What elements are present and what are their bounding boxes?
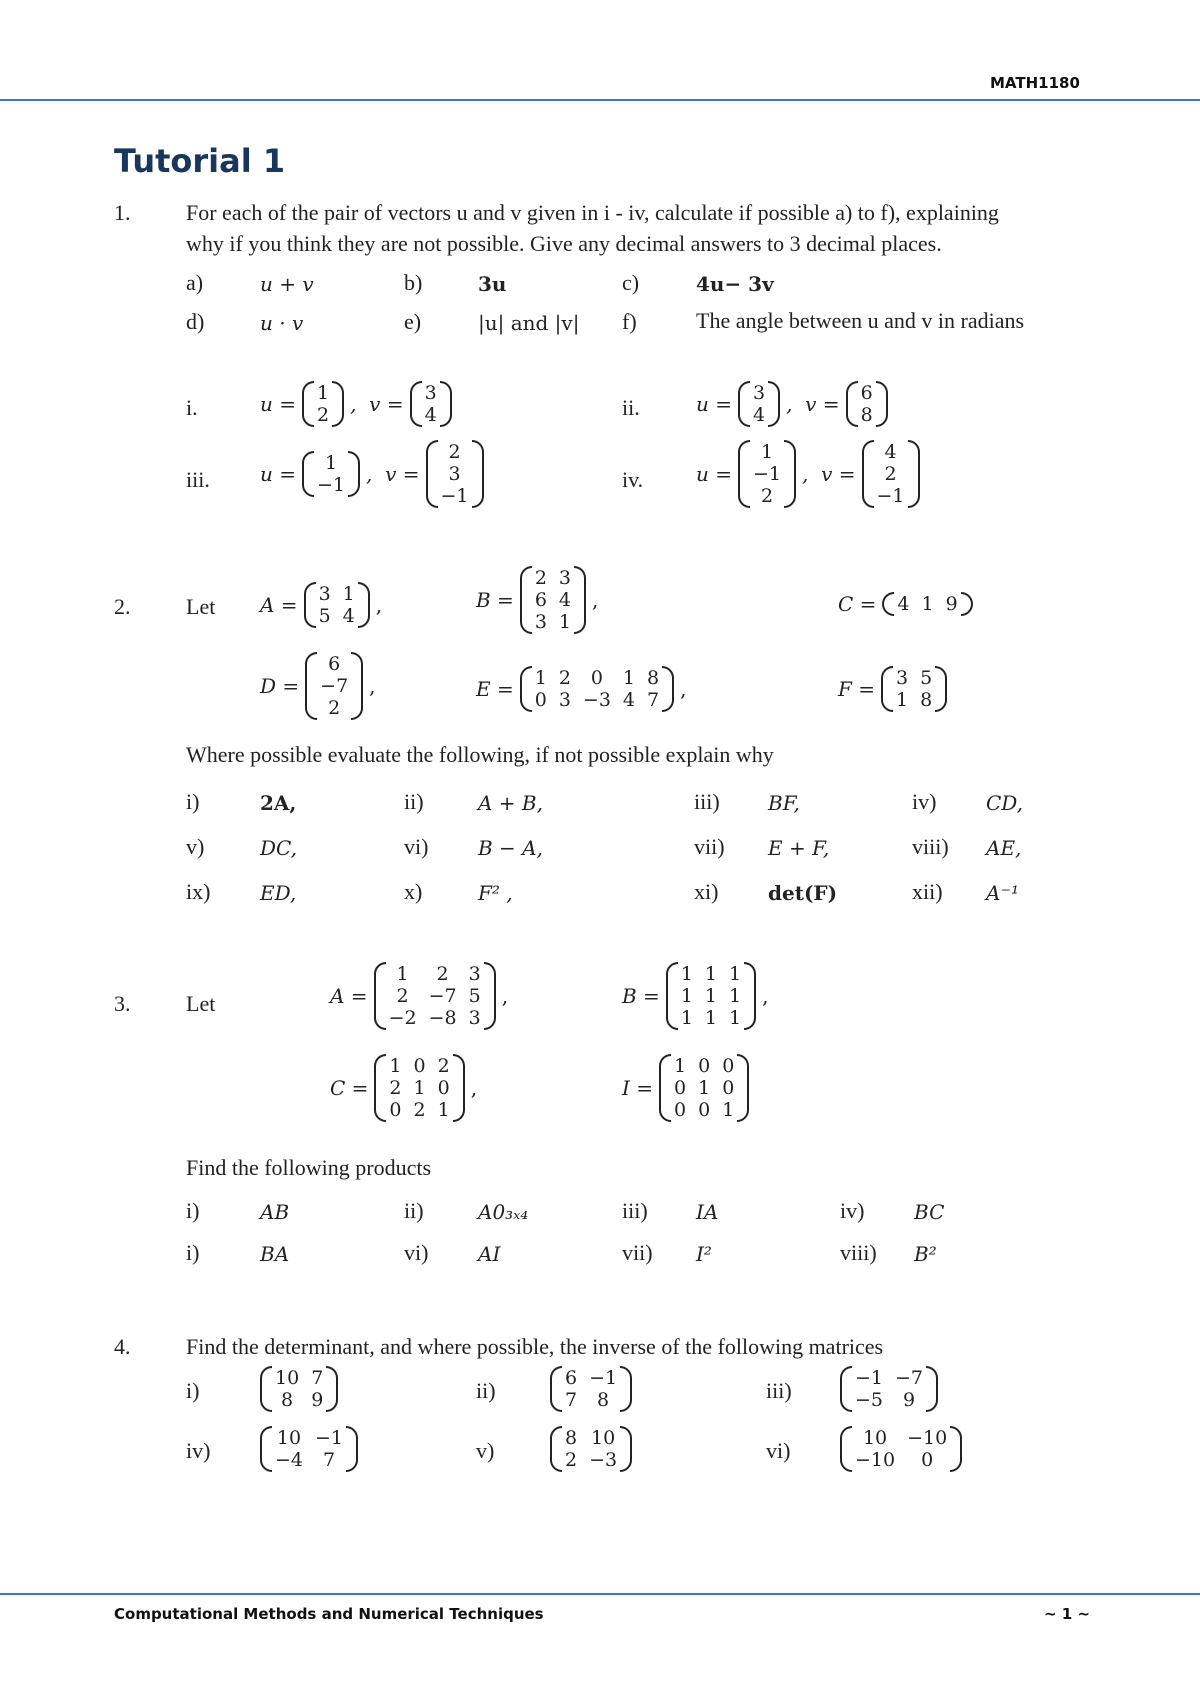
matrix-entry: 1 bbox=[698, 1077, 711, 1099]
right-paren bbox=[876, 381, 888, 427]
matrix-entry: −1 bbox=[315, 1427, 344, 1449]
matrix-entry: 10 bbox=[591, 1427, 616, 1449]
matrix-entry: 8 bbox=[920, 689, 933, 711]
matrix-entry: 1 bbox=[704, 963, 717, 985]
matrix bbox=[374, 962, 496, 1030]
q1-pair-iv: u = 1 −1 2 , v = 4 2 −1 bbox=[696, 440, 920, 508]
matrix-entries bbox=[678, 962, 744, 1030]
part-label: vii) bbox=[694, 834, 725, 859]
matrix-entries bbox=[316, 582, 358, 628]
vector-v bbox=[426, 440, 484, 508]
right-paren bbox=[484, 962, 496, 1030]
matrix-entries bbox=[532, 666, 662, 712]
q1-part-expr: u · v bbox=[260, 311, 304, 335]
matrix bbox=[304, 582, 370, 628]
q2-matrix-E: E = 1 2 0 1 8 0 3 −3 4 7 , bbox=[476, 667, 687, 711]
matrix-entries bbox=[852, 1426, 950, 1472]
part-expression: A0₃ₓ₄ bbox=[478, 1200, 529, 1224]
matrix-entry: −1 bbox=[753, 463, 782, 485]
q3-let: Let bbox=[186, 991, 216, 1016]
matrix-entry: 1 bbox=[680, 963, 693, 985]
matrix-entry: 7 bbox=[322, 1449, 336, 1471]
left-paren bbox=[862, 440, 874, 508]
right-paren bbox=[737, 1054, 749, 1122]
matrix-entry: 2 bbox=[558, 667, 571, 689]
q1-text-line1: For each of the pair of vectors u and v given in i - iv, calculate if possible a) to f), explaining bbox=[186, 200, 999, 225]
vector-u bbox=[738, 440, 796, 508]
vector-u bbox=[302, 451, 360, 497]
left-paren bbox=[550, 1366, 562, 1412]
matrix-entry: 2 bbox=[317, 404, 330, 426]
matrix-entry: 0 bbox=[698, 1099, 711, 1121]
right-paren bbox=[472, 440, 484, 508]
part-label: viii) bbox=[912, 834, 949, 859]
matrix-entry: 0 bbox=[674, 1099, 687, 1121]
vector-u bbox=[302, 381, 344, 427]
matrix-entry: 4 bbox=[753, 404, 766, 426]
q2-instruction: Where possible evaluate the following, if not possible explain why bbox=[186, 742, 774, 767]
q4-item-label: vi) bbox=[766, 1438, 791, 1463]
footer-rule bbox=[0, 1593, 1200, 1595]
matrix-entry: 2 bbox=[448, 441, 461, 463]
matrix-entry: 9 bbox=[945, 593, 958, 615]
part-label: ix) bbox=[186, 879, 211, 904]
left-paren bbox=[666, 962, 678, 1030]
left-paren bbox=[426, 440, 438, 508]
matrix-entry: 0 bbox=[921, 1449, 934, 1471]
part-label: iii) bbox=[622, 1198, 648, 1223]
matrix-entry: 0 bbox=[674, 1077, 687, 1099]
q1-pair-label: i. bbox=[186, 395, 198, 420]
q2-matrix-F: F = 3 5 1 8 bbox=[838, 666, 947, 712]
left-paren bbox=[260, 1366, 272, 1412]
right-paren bbox=[744, 962, 756, 1030]
matrix-entry: 1 bbox=[437, 1099, 450, 1121]
matrix-entry: 1 bbox=[534, 667, 547, 689]
matrix-entries bbox=[852, 1366, 926, 1412]
matrix-entry: −10 bbox=[855, 1449, 896, 1471]
matrix bbox=[520, 666, 674, 712]
part-expression: B² bbox=[914, 1242, 937, 1266]
matrix-entries bbox=[314, 381, 332, 427]
matrix-entry: −1 bbox=[855, 1367, 884, 1389]
matrix-entry: 10 bbox=[275, 1367, 300, 1389]
left-paren bbox=[840, 1366, 852, 1412]
left-paren bbox=[374, 962, 386, 1030]
q1-pair-label: iii. bbox=[186, 467, 210, 492]
part-expression: BF, bbox=[768, 791, 800, 815]
matrix-entry: 4 bbox=[424, 404, 437, 426]
matrix-entry: 0 bbox=[534, 689, 547, 711]
right-paren bbox=[961, 592, 973, 616]
matrix-entry: −4 bbox=[275, 1449, 304, 1471]
matrix-entry: 4 bbox=[342, 605, 355, 627]
matrix-entry: 1 bbox=[722, 1099, 735, 1121]
matrix-entry: 6 bbox=[565, 1367, 578, 1389]
matrix-entry: 1 bbox=[921, 593, 934, 615]
matrix bbox=[374, 1054, 464, 1122]
matrix-entries bbox=[422, 381, 440, 427]
matrix-entry: 0 bbox=[437, 1077, 450, 1099]
matrix-entries bbox=[438, 440, 472, 508]
part-expression: AI bbox=[478, 1242, 501, 1266]
matrix-entry: 4 bbox=[897, 593, 910, 615]
matrix-entry: 3 bbox=[558, 567, 571, 589]
right-paren bbox=[662, 666, 674, 712]
matrix-entry: −1 bbox=[317, 474, 346, 496]
vector-v bbox=[862, 440, 920, 508]
q1-number: 1. bbox=[114, 200, 131, 225]
matrix-entry: 1 bbox=[342, 583, 355, 605]
matrix-entries bbox=[386, 1054, 452, 1122]
q2-matrix-C: C = 4 1 9 bbox=[838, 592, 973, 616]
matrix-entry: −1 bbox=[876, 485, 905, 507]
matrix-entry: 1 bbox=[622, 667, 636, 689]
matrix-entry: 0 bbox=[698, 1055, 711, 1077]
matrix-entries bbox=[750, 440, 784, 508]
matrix-entry: 0 bbox=[389, 1099, 402, 1121]
q1-text-line2: why if you think they are not possible. Give any decimal answers to 3 decimal places. bbox=[186, 231, 942, 256]
right-paren bbox=[620, 1426, 632, 1472]
q1-part-label: d) bbox=[186, 309, 205, 334]
matrix-entries bbox=[272, 1426, 346, 1472]
matrix-entry: 1 bbox=[324, 452, 338, 474]
matrix-entry: 6 bbox=[860, 382, 873, 404]
matrix-entry: −5 bbox=[855, 1389, 884, 1411]
q4-matrix bbox=[550, 1426, 632, 1472]
q1-part-expr: The angle between u and v in radians bbox=[696, 308, 1025, 333]
q4-matrix bbox=[840, 1366, 938, 1412]
q1-part-label: b) bbox=[404, 270, 423, 295]
matrix-entry: 2 bbox=[413, 1099, 426, 1121]
part-label: vi) bbox=[404, 1240, 429, 1265]
page-number: ~ 1 ~ bbox=[1044, 1605, 1091, 1623]
part-expression: A + B, bbox=[478, 791, 543, 815]
right-paren bbox=[784, 440, 796, 508]
matrix-entry: 2 bbox=[328, 697, 341, 719]
left-paren bbox=[520, 566, 532, 634]
part-expression: AE, bbox=[986, 836, 1022, 860]
matrix bbox=[882, 592, 972, 616]
right-paren bbox=[351, 652, 363, 720]
matrix-entry: 3 bbox=[534, 611, 547, 633]
q4-item-label: v) bbox=[476, 1438, 495, 1463]
left-paren bbox=[846, 381, 858, 427]
q3-matrix-A: A = 1 2 3 2 −7 5 −2 −8 3 , bbox=[330, 963, 509, 1029]
part-label: i) bbox=[186, 1198, 200, 1223]
right-paren bbox=[908, 440, 920, 508]
matrix-entry: 1 bbox=[729, 985, 742, 1007]
q2-matrix-D: D = 6 −7 2 , bbox=[260, 653, 376, 719]
right-paren bbox=[935, 666, 947, 712]
matrix-entry: 3 bbox=[753, 382, 766, 404]
matrix-entry: −7 bbox=[320, 675, 349, 697]
matrix-entry: 1 bbox=[896, 689, 909, 711]
page-title: Tutorial 1 bbox=[114, 142, 286, 180]
q4-text: Find the determinant, and where possible, the inverse of the following matrices bbox=[186, 1334, 884, 1359]
part-label: ii) bbox=[404, 789, 424, 814]
matrix-entry: −7 bbox=[428, 985, 457, 1007]
matrix-entry: 9 bbox=[311, 1389, 324, 1411]
q4-matrix bbox=[550, 1366, 632, 1412]
matrix-entry: 1 bbox=[680, 985, 693, 1007]
vector-v bbox=[410, 381, 452, 427]
part-expression: ED, bbox=[260, 881, 297, 905]
matrix-entry: 1 bbox=[760, 441, 774, 463]
part-label: xii) bbox=[912, 879, 943, 904]
q1-part-label: a) bbox=[186, 270, 204, 295]
q2-matrix-B: B = 2 3 6 4 3 1 , bbox=[476, 567, 599, 633]
header-rule bbox=[0, 99, 1200, 101]
matrix-entry: 8 bbox=[860, 404, 873, 426]
matrix-entries bbox=[562, 1366, 620, 1412]
q1-part-label: e) bbox=[404, 309, 422, 334]
matrix-entry: 10 bbox=[862, 1427, 888, 1449]
part-expression: BC bbox=[914, 1200, 945, 1224]
matrix-entry: 3 bbox=[896, 667, 909, 689]
matrix-entry: 8 bbox=[281, 1389, 294, 1411]
q2-number: 2. bbox=[114, 594, 131, 619]
matrix-entry: 2 bbox=[396, 985, 409, 1007]
left-paren bbox=[410, 381, 422, 427]
part-label: i) bbox=[186, 1240, 200, 1265]
matrix-entry: 2 bbox=[760, 485, 774, 507]
left-paren bbox=[840, 1426, 852, 1472]
right-paren bbox=[358, 582, 370, 628]
matrix-entry: 7 bbox=[647, 689, 660, 711]
left-paren bbox=[302, 451, 314, 497]
q1-part-expr: 4u− 3v bbox=[696, 272, 774, 296]
right-paren bbox=[348, 451, 360, 497]
q3-number: 3. bbox=[114, 991, 131, 1016]
matrix-entries bbox=[314, 451, 348, 497]
matrix-entries bbox=[858, 381, 876, 427]
matrix-entry: 0 bbox=[722, 1055, 735, 1077]
part-expression: AB bbox=[260, 1200, 290, 1224]
q3-instruction: Find the following products bbox=[186, 1155, 432, 1180]
part-expression: det(F) bbox=[768, 881, 838, 905]
matrix-entry: −3 bbox=[589, 1449, 618, 1471]
matrix-entry: 1 bbox=[389, 1055, 402, 1077]
matrix-entry: 7 bbox=[311, 1367, 324, 1389]
q4-item-label: ii) bbox=[476, 1378, 496, 1403]
right-paren bbox=[346, 1426, 358, 1472]
q2-matrix-A: A = 3 1 5 4 , bbox=[260, 583, 383, 627]
left-paren bbox=[304, 582, 316, 628]
part-label: xi) bbox=[694, 879, 719, 904]
part-label: iv) bbox=[912, 789, 937, 814]
matrix-entry: 7 bbox=[565, 1389, 578, 1411]
matrix-entry: −2 bbox=[388, 1007, 417, 1029]
part-expression: F² , bbox=[478, 881, 513, 905]
course-code: MATH1180 bbox=[990, 74, 1080, 92]
matrix-entry: 0 bbox=[722, 1077, 735, 1099]
left-paren bbox=[881, 666, 893, 712]
q1-pair-label: iv. bbox=[622, 467, 644, 492]
part-expression: 2A, bbox=[260, 791, 297, 815]
q4-item-label: iv) bbox=[186, 1438, 211, 1463]
part-label: v) bbox=[186, 834, 205, 859]
part-expression: E + F, bbox=[768, 836, 830, 860]
left-paren bbox=[305, 652, 317, 720]
matrix-entry: 1 bbox=[413, 1077, 426, 1099]
matrix-entry: 1 bbox=[558, 611, 571, 633]
right-paren bbox=[332, 381, 344, 427]
q1-pair-label: ii. bbox=[622, 395, 640, 420]
matrix-entry: 1 bbox=[680, 1007, 693, 1029]
q1-part-label: f) bbox=[622, 309, 637, 334]
matrix-entries bbox=[272, 1366, 326, 1412]
part-label: vii) bbox=[622, 1240, 653, 1265]
right-paren bbox=[950, 1426, 962, 1472]
matrix-entries bbox=[562, 1426, 620, 1472]
matrix-entry: 3 bbox=[424, 382, 437, 404]
right-paren bbox=[440, 381, 452, 427]
matrix-entry: 3 bbox=[318, 583, 331, 605]
matrix-entry: −10 bbox=[907, 1427, 948, 1449]
right-paren bbox=[620, 1366, 632, 1412]
matrix-entries bbox=[894, 592, 960, 616]
matrix-entry: 10 bbox=[276, 1427, 302, 1449]
matrix-entry: 2 bbox=[389, 1077, 402, 1099]
q3-matrix-I: I = 1 0 0 0 1 0 0 0 1 bbox=[622, 1054, 749, 1122]
matrix-entry: 3 bbox=[448, 463, 461, 485]
left-paren bbox=[374, 1054, 386, 1122]
matrix-entry: 2 bbox=[534, 567, 547, 589]
right-paren bbox=[768, 381, 780, 427]
q1-pair-iii: u = 1 −1 , v = 2 3 −1 bbox=[260, 440, 484, 508]
q4-matrix bbox=[840, 1426, 962, 1472]
matrix bbox=[520, 566, 586, 634]
q1-part-expr: 3u bbox=[478, 272, 507, 296]
q4-item-label: i) bbox=[186, 1378, 200, 1403]
right-paren bbox=[326, 1366, 338, 1412]
matrix-entry: 4 bbox=[622, 689, 636, 711]
q3-matrix-B: B = 1 1 1 1 1 1 1 1 1 , bbox=[622, 963, 769, 1029]
left-paren bbox=[659, 1054, 671, 1122]
vector-u bbox=[738, 381, 780, 427]
vector-v bbox=[846, 381, 888, 427]
matrix-entry: 4 bbox=[558, 589, 571, 611]
matrix-entry: −3 bbox=[582, 689, 611, 711]
q3-matrix-C: C = 1 0 2 2 1 0 0 2 1 , bbox=[330, 1055, 478, 1121]
matrix-entry: −1 bbox=[589, 1367, 618, 1389]
left-paren bbox=[882, 592, 894, 616]
q1-part-expr: |u| and |v| bbox=[478, 311, 580, 335]
matrix-entry: −8 bbox=[428, 1007, 457, 1029]
q1-pair-ii: u = 3 4 , v = 6 8 bbox=[696, 381, 888, 427]
matrix-entry: 4 bbox=[884, 441, 897, 463]
left-paren bbox=[738, 381, 750, 427]
matrix-entry: 8 bbox=[597, 1389, 610, 1411]
matrix-entry: 3 bbox=[558, 689, 571, 711]
matrix bbox=[666, 962, 756, 1030]
matrix-entries bbox=[317, 652, 351, 720]
part-expression: IA bbox=[696, 1200, 719, 1224]
matrix-entry: 0 bbox=[590, 667, 603, 689]
matrix-entry: 2 bbox=[436, 963, 449, 985]
left-paren bbox=[550, 1426, 562, 1472]
matrix-entry: 8 bbox=[565, 1427, 578, 1449]
matrix-entry: 5 bbox=[318, 605, 331, 627]
part-label: iv) bbox=[840, 1198, 865, 1223]
matrix-entry: 6 bbox=[534, 589, 547, 611]
part-label: x) bbox=[404, 879, 423, 904]
matrix-entry: 1 bbox=[317, 382, 330, 404]
part-label: vi) bbox=[404, 834, 429, 859]
left-paren bbox=[520, 666, 532, 712]
right-paren bbox=[926, 1366, 938, 1412]
matrix-entries bbox=[532, 566, 574, 634]
part-expression: CD, bbox=[986, 791, 1023, 815]
matrix-entry: 1 bbox=[729, 1007, 742, 1029]
left-paren bbox=[260, 1426, 272, 1472]
right-paren bbox=[574, 566, 586, 634]
matrix-entry: 1 bbox=[396, 963, 409, 985]
matrix-entry: 9 bbox=[902, 1389, 916, 1411]
left-paren bbox=[302, 381, 314, 427]
matrix bbox=[881, 666, 947, 712]
q4-matrix bbox=[260, 1426, 358, 1472]
matrix-entry: 3 bbox=[468, 963, 481, 985]
matrix-entry: 5 bbox=[468, 985, 481, 1007]
matrix-entry: 8 bbox=[647, 667, 660, 689]
part-label: viii) bbox=[840, 1240, 877, 1265]
part-expression: A⁻¹ bbox=[986, 881, 1020, 905]
matrix-entry: 3 bbox=[468, 1007, 481, 1029]
part-expression: DC, bbox=[260, 836, 297, 860]
q4-item-label: iii) bbox=[766, 1378, 792, 1403]
matrix-entry: 2 bbox=[437, 1055, 450, 1077]
matrix-entry: 1 bbox=[704, 985, 717, 1007]
part-label: iii) bbox=[694, 789, 720, 814]
q1-pair-i: u = 1 2 , v = 3 4 bbox=[260, 381, 452, 427]
matrix-entry: −7 bbox=[895, 1367, 924, 1389]
matrix-entry: −1 bbox=[440, 485, 469, 507]
matrix-entry: 6 bbox=[328, 653, 341, 675]
footer-course-name: Computational Methods and Numerical Techniques bbox=[114, 1605, 544, 1623]
q4-matrix bbox=[260, 1366, 338, 1412]
q2-let: Let bbox=[186, 594, 216, 619]
part-expression: I² bbox=[696, 1242, 712, 1266]
part-expression: BA bbox=[260, 1242, 290, 1266]
part-expression: B − A, bbox=[478, 836, 543, 860]
matrix bbox=[659, 1054, 749, 1122]
left-paren bbox=[738, 440, 750, 508]
matrix-entries bbox=[386, 962, 484, 1030]
matrix-entry: 1 bbox=[674, 1055, 687, 1077]
matrix bbox=[305, 652, 363, 720]
part-label: i) bbox=[186, 789, 200, 814]
q1-part-expr: u + v bbox=[260, 272, 314, 296]
part-label: ii) bbox=[404, 1198, 424, 1223]
matrix-entry: 2 bbox=[884, 463, 897, 485]
right-paren bbox=[453, 1054, 465, 1122]
matrix-entry: 2 bbox=[565, 1449, 578, 1471]
matrix-entries bbox=[893, 666, 935, 712]
matrix-entries bbox=[750, 381, 768, 427]
q1-part-label: c) bbox=[622, 270, 640, 295]
matrix-entry: 0 bbox=[413, 1055, 426, 1077]
q4-number: 4. bbox=[114, 1334, 131, 1359]
matrix-entries bbox=[874, 440, 908, 508]
matrix-entry: 1 bbox=[704, 1007, 717, 1029]
matrix-entries bbox=[671, 1054, 737, 1122]
matrix-entry: 1 bbox=[729, 963, 742, 985]
matrix-entry: 5 bbox=[920, 667, 933, 689]
